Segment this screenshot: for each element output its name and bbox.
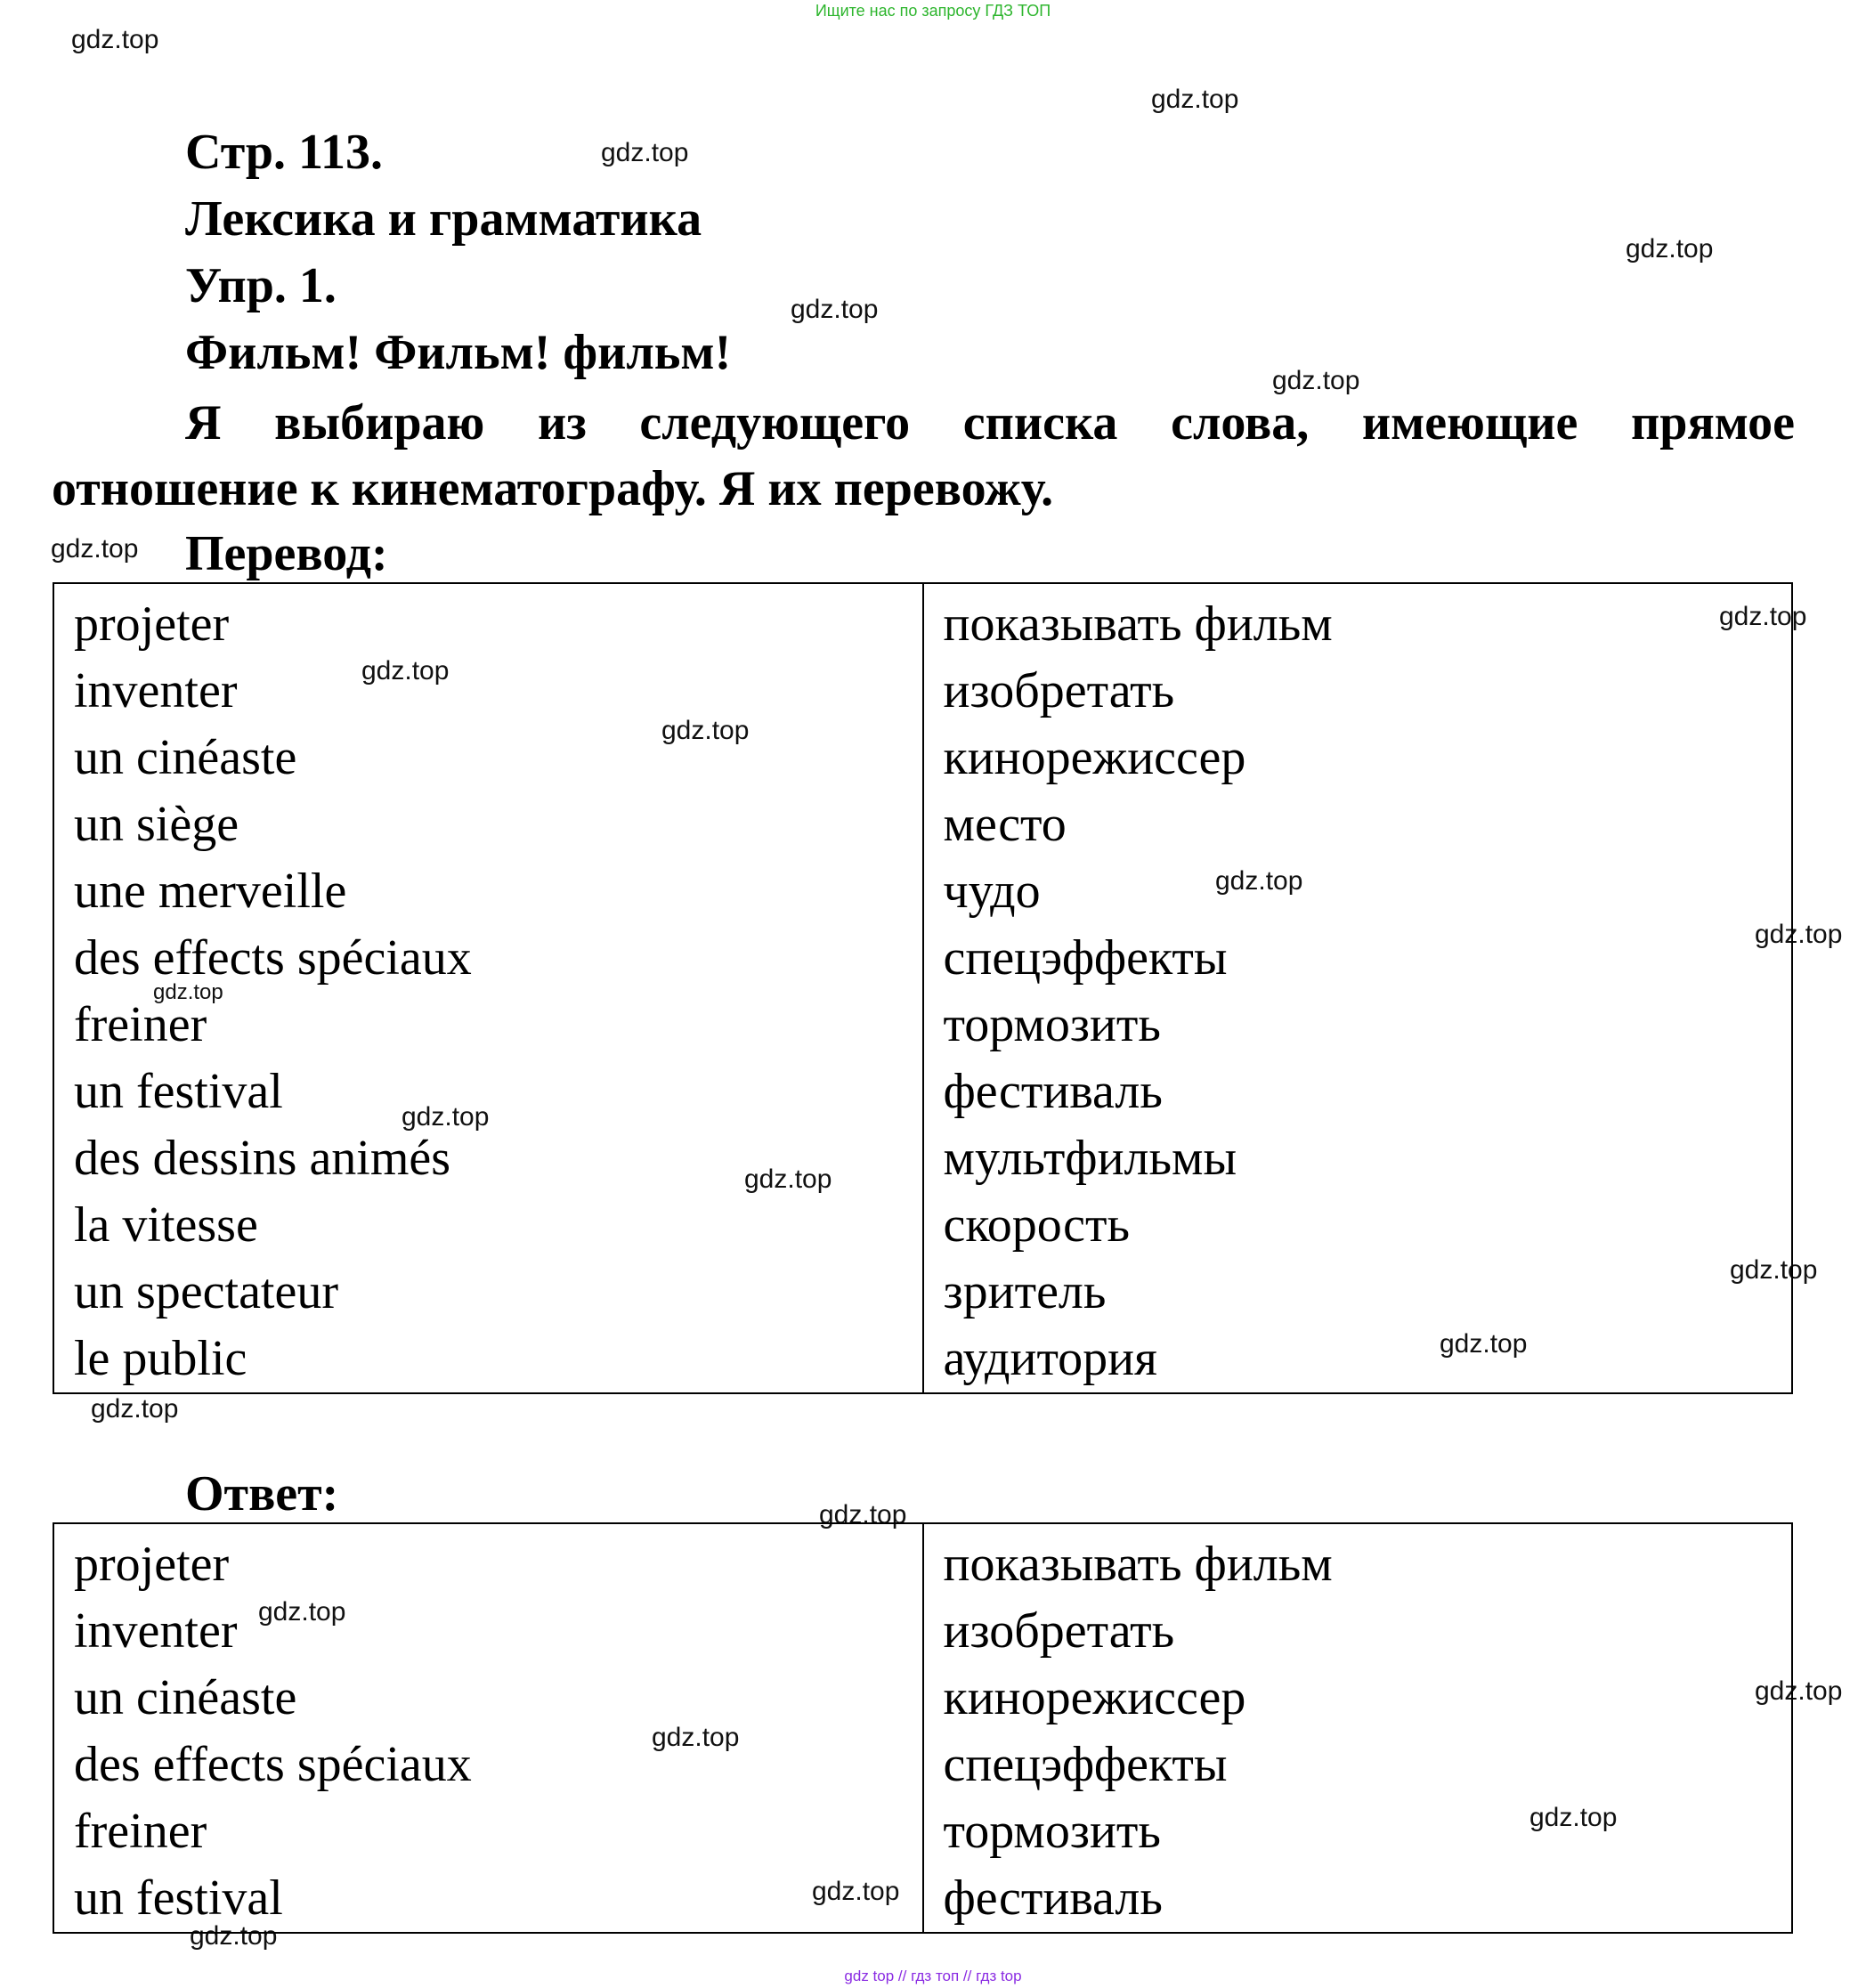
russian-word: изобретать [943, 663, 1175, 718]
watermark: gdz.top [71, 25, 159, 54]
page-number: Стр. 113. [185, 125, 383, 180]
russian-word: чудо [943, 864, 1041, 919]
watermark: gdz.top [51, 534, 139, 564]
translation-table [53, 582, 1793, 1394]
russian-word: изобретать [943, 1603, 1175, 1659]
watermark: gdz.top [1272, 366, 1360, 395]
french-word: inventer [74, 663, 238, 718]
russian-word: показывать фильм [943, 596, 1333, 652]
russian-column [923, 1523, 1793, 1933]
bottom-banner: gdz top // гдз топ // гдз top [844, 1968, 1022, 1984]
french-word: un cinéaste [74, 1670, 297, 1725]
watermark: gdz.top [1755, 1676, 1843, 1706]
watermark: gdz.top [601, 138, 689, 167]
answer-label: Ответ: [185, 1466, 339, 1521]
section-title: Лексика и грамматика [185, 191, 702, 247]
russian-word: мультфильмы [943, 1131, 1237, 1186]
watermark: gdz.top [153, 980, 223, 1004]
french-word: des dessins animés [74, 1131, 451, 1186]
russian-word: спецэффекты [943, 930, 1228, 986]
watermark: gdz.top [812, 1877, 900, 1906]
french-word: la vitesse [74, 1197, 258, 1253]
watermark: gdz.top [190, 1921, 278, 1951]
task-line-1: Я выбираю из следующего списка слова, имеющие прямое [185, 395, 1795, 450]
french-word: une merveille [74, 864, 347, 919]
watermark: gdz.top [258, 1597, 346, 1627]
watermark: gdz.top [91, 1394, 179, 1424]
russian-word: кинорежиссер [943, 730, 1246, 785]
watermark: gdz.top [1730, 1255, 1818, 1285]
russian-word: фестиваль [943, 1064, 1163, 1119]
watermark: gdz.top [791, 295, 879, 324]
french-word: un spectateur [74, 1264, 338, 1319]
russian-word: место [943, 797, 1067, 852]
french-word: le public [74, 1331, 247, 1386]
watermark: gdz.top [1529, 1803, 1618, 1832]
watermark: gdz.top [819, 1500, 907, 1530]
russian-word: аудитория [943, 1331, 1157, 1386]
watermark: gdz.top [744, 1164, 832, 1194]
french-word: un festival [74, 1870, 283, 1926]
french-word: des effects spéciaux [74, 1737, 472, 1792]
top-banner: Ищите нас по запросу ГДЗ ТОП [815, 2, 1051, 20]
french-column [53, 583, 923, 1393]
watermark: gdz.top [652, 1723, 740, 1752]
watermark: gdz.top [1626, 234, 1714, 264]
russian-column [923, 583, 1793, 1393]
watermark: gdz.top [402, 1102, 490, 1132]
russian-word: спецэффекты [943, 1737, 1228, 1792]
watermark: gdz.top [1755, 920, 1843, 949]
russian-word: показывать фильм [943, 1537, 1333, 1592]
russian-word: тормозить [943, 997, 1161, 1052]
watermark: gdz.top [361, 656, 450, 686]
russian-word: зритель [943, 1264, 1107, 1319]
russian-word: фестиваль [943, 1870, 1163, 1926]
answer-table [53, 1522, 1793, 1934]
watermark: gdz.top [1719, 602, 1807, 631]
exercise-number: Упр. 1. [185, 258, 337, 313]
russian-word: кинорежиссер [943, 1670, 1246, 1725]
watermark: gdz.top [1440, 1329, 1528, 1359]
task-line-2: отношение к кинематографу. Я их перевожу. [52, 461, 1054, 516]
french-column [53, 1523, 923, 1933]
exercise-title: Фильм! Фильм! фильм! [185, 325, 732, 380]
french-word: un festival [74, 1064, 283, 1119]
russian-word: тормозить [943, 1804, 1161, 1859]
task-text [52, 390, 1795, 522]
french-word: projeter [74, 596, 230, 652]
french-word: inventer [74, 1603, 238, 1659]
french-word: freiner [74, 1804, 207, 1859]
watermark: gdz.top [1215, 866, 1303, 896]
watermark: gdz.top [661, 716, 750, 745]
french-word: freiner [74, 997, 207, 1052]
translation-label: Перевод: [185, 526, 388, 581]
french-word: projeter [74, 1537, 230, 1592]
french-word: un cinéaste [74, 730, 297, 785]
french-word: un siège [74, 797, 239, 852]
russian-word: скорость [943, 1197, 1130, 1253]
french-word: des effects spéciaux [74, 930, 472, 986]
watermark: gdz.top [1151, 85, 1239, 114]
